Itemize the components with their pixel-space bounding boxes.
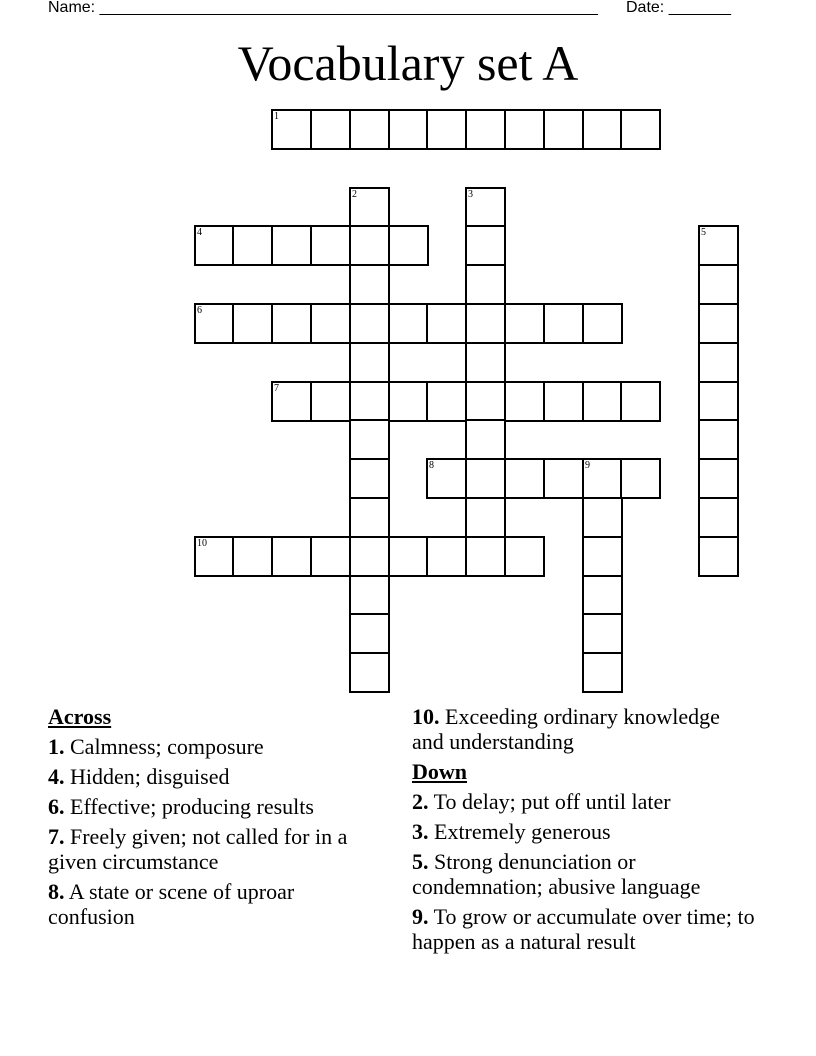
cell-number: 9 — [585, 460, 590, 471]
grid-cell[interactable] — [698, 303, 739, 344]
grid-cell[interactable] — [582, 497, 623, 538]
cell-number: 7 — [274, 383, 279, 394]
grid-cell[interactable] — [426, 381, 467, 422]
cell-number: 8 — [429, 460, 434, 471]
clue-number: 5. — [412, 849, 429, 874]
grid-cell[interactable] — [465, 458, 506, 499]
grid-cell[interactable] — [582, 109, 623, 150]
grid-cell[interactable] — [543, 458, 584, 499]
grid-cell[interactable] — [465, 264, 506, 305]
clue-down-5 — [412, 849, 757, 899]
clue-number: 10. — [412, 704, 440, 729]
grid-cell[interactable] — [465, 497, 506, 538]
clue-text: Exceeding ordinary knowledge and understanding — [412, 704, 720, 754]
clue-number: 4. — [48, 764, 65, 789]
grid-cell[interactable] — [349, 613, 390, 654]
grid-cell[interactable] — [349, 652, 390, 693]
clue-number: 9. — [412, 904, 429, 929]
date-line: Date: _______ — [626, 0, 731, 16]
clue-number: 1. — [48, 734, 65, 759]
clue-number: 3. — [412, 819, 429, 844]
grid-cell[interactable] — [232, 536, 273, 577]
grid-cell[interactable] — [465, 342, 506, 383]
clue-text: Hidden; disguised — [70, 764, 230, 789]
clue-text: Extremely generous — [434, 819, 611, 844]
grid-cell[interactable] — [582, 613, 623, 654]
grid-cell[interactable] — [349, 419, 390, 460]
grid-cell[interactable] — [349, 458, 390, 499]
cell-number: 10 — [197, 538, 207, 549]
grid-cell[interactable] — [543, 109, 584, 150]
grid-cell[interactable] — [582, 458, 623, 499]
grid-cell[interactable] — [349, 342, 390, 383]
clue-down-3 — [412, 819, 782, 844]
grid-cell[interactable] — [465, 225, 506, 266]
down-heading: Down — [412, 759, 468, 784]
grid-cell[interactable] — [271, 109, 312, 150]
clue-across-6 — [48, 794, 418, 819]
grid-cell[interactable] — [465, 419, 506, 460]
clue-text: Effective; producing results — [70, 794, 314, 819]
grid-cell[interactable] — [504, 458, 545, 499]
grid-cell[interactable] — [194, 303, 235, 344]
cell-number: 4 — [197, 227, 202, 238]
clue-down-9 — [412, 904, 762, 954]
cell-number: 6 — [197, 305, 202, 316]
grid-cell[interactable] — [388, 536, 429, 577]
grid-cell[interactable] — [426, 536, 467, 577]
grid-cell[interactable] — [465, 187, 506, 228]
clue-across-10 — [412, 704, 732, 754]
grid-cell[interactable] — [504, 536, 545, 577]
grid-cell[interactable] — [465, 536, 506, 577]
grid-cell[interactable] — [620, 458, 661, 499]
grid-cell[interactable] — [426, 109, 467, 150]
grid-cell[interactable] — [698, 381, 739, 422]
grid-cell[interactable] — [465, 381, 506, 422]
clue-text: Calmness; composure — [70, 734, 264, 759]
grid-cell[interactable] — [465, 109, 506, 150]
grid-cell[interactable] — [271, 536, 312, 577]
grid-cell[interactable] — [504, 109, 545, 150]
grid-cell[interactable] — [465, 303, 506, 344]
grid-cell[interactable] — [310, 225, 351, 266]
clues-right-column — [412, 704, 782, 959]
clue-number: 8. — [48, 879, 65, 904]
grid-cell[interactable] — [349, 303, 390, 344]
grid-cell[interactable] — [349, 536, 390, 577]
cell-number: 1 — [274, 111, 279, 122]
clue-text: To grow or accumulate over time; to happen as a natural result — [412, 904, 755, 954]
grid-cell[interactable] — [582, 303, 623, 344]
page-title: Vocabulary set A — [237, 35, 579, 91]
grid-cell[interactable] — [388, 225, 429, 266]
grid-cell[interactable] — [349, 187, 390, 228]
grid-cell[interactable] — [582, 575, 623, 616]
grid-cell[interactable] — [426, 303, 467, 344]
cell-number: 2 — [352, 189, 357, 200]
grid-cell[interactable] — [698, 497, 739, 538]
clue-text: A state or scene of uproar confusion — [48, 879, 295, 929]
name-line: Name: ________________________________________________________ — [48, 0, 598, 16]
grid-cell[interactable] — [698, 419, 739, 460]
across-heading: Across — [48, 704, 112, 729]
grid-cell[interactable] — [543, 381, 584, 422]
grid-cell[interactable] — [698, 536, 739, 577]
clue-text: To delay; put off until later — [433, 789, 671, 814]
grid-cell[interactable] — [504, 381, 545, 422]
clue-across-4 — [48, 764, 418, 789]
grid-cell[interactable] — [232, 225, 273, 266]
grid-cell[interactable] — [698, 264, 739, 305]
grid-cell[interactable] — [620, 109, 661, 150]
grid-cell[interactable] — [388, 381, 429, 422]
grid-cell[interactable] — [543, 303, 584, 344]
cell-number: 5 — [701, 227, 706, 238]
grid-cell[interactable] — [349, 497, 390, 538]
grid-cell[interactable] — [349, 264, 390, 305]
grid-cell[interactable] — [349, 381, 390, 422]
grid-cell[interactable] — [582, 536, 623, 577]
grid-cell[interactable] — [349, 109, 390, 150]
grid-cell[interactable] — [232, 303, 273, 344]
clue-across-8 — [48, 879, 348, 929]
grid-cell[interactable] — [620, 381, 661, 422]
clue-number: 7. — [48, 824, 65, 849]
grid-cell[interactable] — [698, 342, 739, 383]
grid-cell[interactable] — [504, 303, 545, 344]
clue-down-2 — [412, 789, 782, 814]
grid-cell[interactable] — [194, 225, 235, 266]
grid-cell[interactable] — [271, 303, 312, 344]
grid-cell[interactable] — [582, 381, 623, 422]
clue-text: Strong denunciation or condemnation; abusive language — [412, 849, 701, 899]
grid-cell[interactable] — [349, 225, 390, 266]
grid-cell[interactable] — [271, 225, 312, 266]
grid-cell[interactable] — [310, 381, 351, 422]
grid-cell[interactable] — [582, 652, 623, 693]
grid-cell[interactable] — [388, 109, 429, 150]
grid-cell[interactable] — [271, 381, 312, 422]
grid-cell[interactable] — [310, 536, 351, 577]
grid-cell[interactable] — [349, 575, 390, 616]
grid-cell[interactable] — [310, 303, 351, 344]
clue-text: Freely given; not called for in a given circumstance — [48, 824, 348, 874]
grid-cell[interactable] — [698, 458, 739, 499]
grid-cell[interactable] — [194, 536, 235, 577]
clue-across-1 — [48, 734, 418, 759]
grid-cell[interactable] — [698, 225, 739, 266]
clue-number: 2. — [412, 789, 429, 814]
cell-number: 3 — [468, 189, 473, 200]
grid-cell[interactable] — [388, 303, 429, 344]
clue-number: 6. — [48, 794, 65, 819]
grid-cell[interactable] — [310, 109, 351, 150]
clues-left-column — [48, 704, 418, 934]
grid-cell[interactable] — [426, 458, 467, 499]
clue-across-7 — [48, 824, 358, 874]
